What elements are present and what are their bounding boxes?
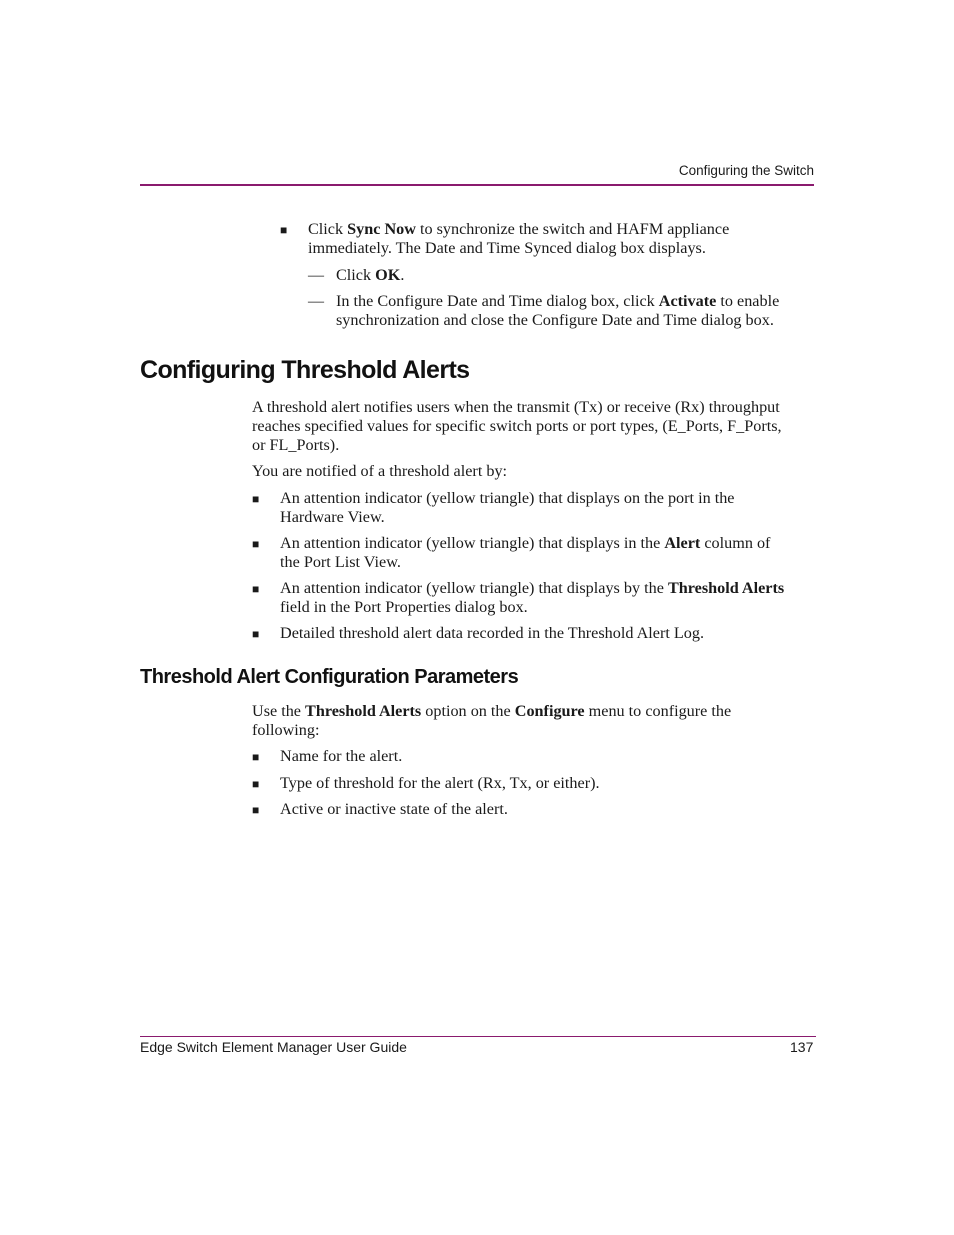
bullet-icon: ■	[252, 492, 260, 506]
footer-guide-title: Edge Switch Element Manager User Guide	[140, 1039, 407, 1055]
bullet-icon: ■	[252, 537, 260, 551]
bullet-icon: ■	[252, 627, 260, 641]
notified-paragraph: You are notified of a threshold alert by:	[252, 462, 508, 480]
list-item-text: Type of threshold for the alert (Rx, Tx, or either).	[280, 774, 600, 792]
section-heading: Configuring Threshold Alerts	[140, 356, 470, 384]
list-item-text: An attention indicator (yellow triangle) that displays in the Alert column of the Port List View.	[280, 534, 771, 571]
subsection-heading: Threshold Alert Configuration Parameters	[140, 666, 519, 688]
intro-paragraph: Use the Threshold Alerts option on the Configure menu to configure the following:	[252, 702, 732, 739]
footer-rule	[140, 1036, 816, 1037]
dash-icon: —	[308, 267, 324, 284]
list-item-text: Name for the alert.	[280, 747, 403, 765]
bullet-icon: ■	[252, 803, 260, 817]
list-item-text: An attention indicator (yellow triangle) that displays on the port in the Hardware View.	[280, 489, 735, 526]
running-header: Configuring the Switch	[678, 163, 814, 178]
sub-list-item-text: Click OK.	[336, 266, 405, 284]
header-rule	[140, 184, 814, 186]
page-number: 137	[790, 1039, 814, 1055]
bullet-icon: ■	[252, 582, 260, 596]
bullet-icon: ■	[252, 777, 260, 791]
list-item-text: Detailed threshold alert data recorded in the Threshold Alert Log.	[280, 624, 705, 642]
bullet-icon: ■	[252, 750, 260, 764]
list-item-text: Click Sync Now to synchronize the switch and HAFM appliance immediately. The Date and Time Synced dialog box displays.	[308, 220, 730, 257]
intro-paragraph: A threshold alert notifies users when the transmit (Tx) or receive (Rx) throughput reaches specified values for specific switch ports or port types, (E_Ports, F_Ports, or FL_Ports).	[252, 398, 782, 454]
bullet-icon: ■	[280, 223, 288, 237]
dash-icon: —	[308, 293, 324, 310]
list-item-text: Active or inactive state of the alert.	[280, 800, 508, 818]
sub-list-item-text: In the Configure Date and Time dialog box, click Activate to enable synchronization and close the Configure Date and Time dialog box.	[336, 292, 780, 329]
list-item-text: An attention indicator (yellow triangle) that displays by the Threshold Alerts field in the Port Properties dialog box.	[280, 579, 785, 616]
